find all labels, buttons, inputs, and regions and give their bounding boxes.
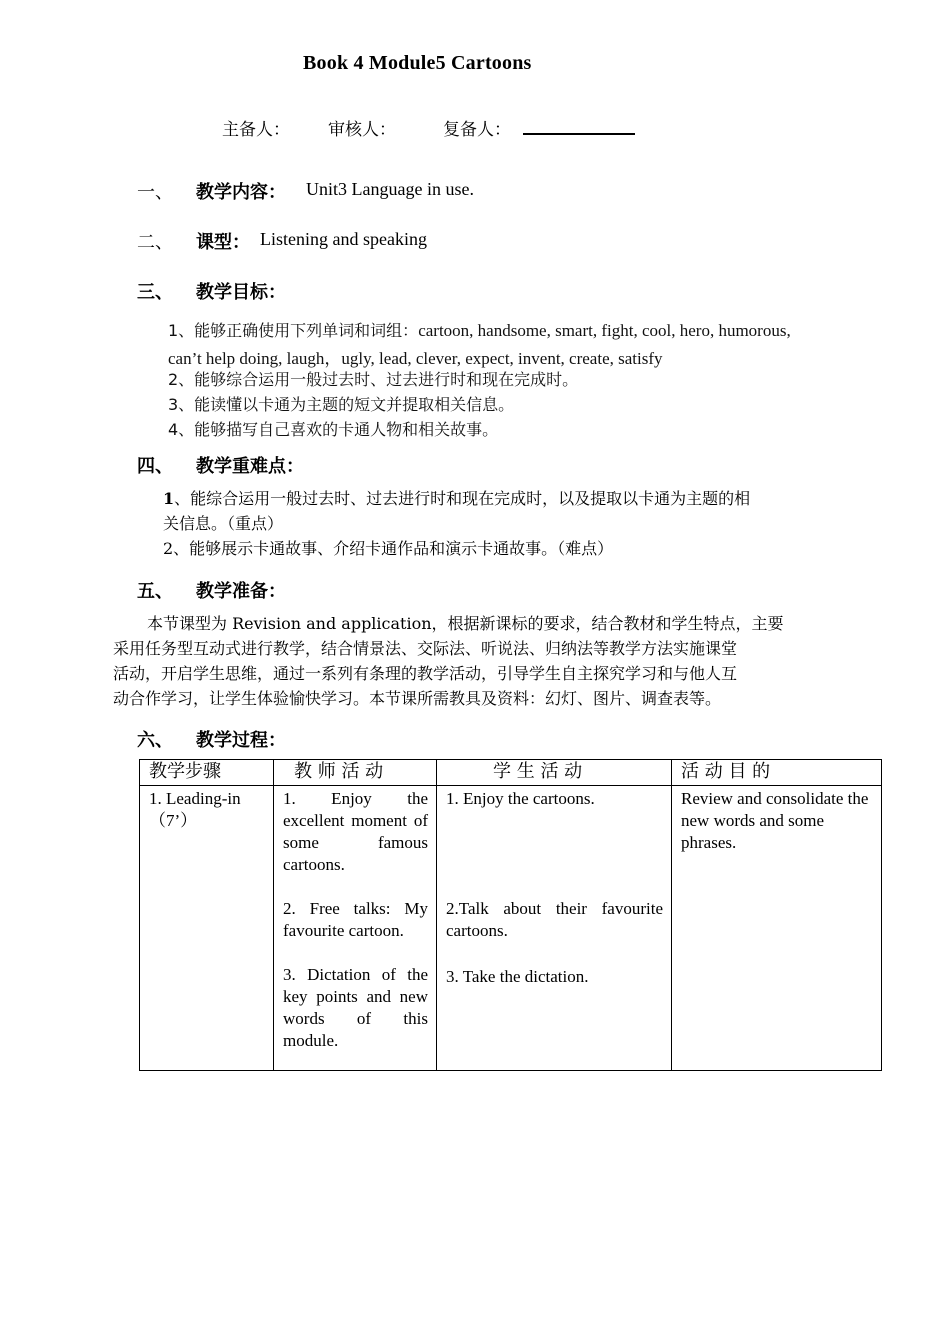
preparer-label: 主备人：	[222, 120, 290, 140]
teaching-process-table	[139, 759, 882, 1071]
cell-student	[437, 786, 672, 1071]
teacher-activity-2: 2. Free talks: My favourite cartoon.	[283, 899, 428, 940]
goal-3: 3、能读懂以卡通为主题的短文并提取相关信息。	[168, 395, 515, 414]
key-point-1	[163, 486, 750, 511]
key-point-1-cont: 关信息。（重点）	[163, 514, 284, 533]
step-duration: （7’）	[149, 811, 198, 830]
cell-step	[140, 786, 274, 1071]
section-5-heading: 教学准备：	[196, 581, 286, 602]
section-4-number: 四、	[137, 456, 173, 477]
section-4-heading: 教学重难点：	[196, 456, 304, 477]
section-3-heading: 教学目标：	[196, 282, 286, 303]
section-2-value: Listening and speaking	[260, 229, 427, 249]
header-purpose: 活 动 目 的	[672, 760, 882, 786]
preparation-line-1: 本节课型为 Revision and application，根据新课标的要求，结合教材和学生特点，主要	[147, 614, 784, 633]
preparation-line-4: 动合作学习，让学生体验愉快学习。本节课所需教具及资料：幻灯、图片、调查表等。	[113, 689, 722, 708]
section-2-heading: 课型：	[196, 232, 250, 253]
co-preparer-label: 复备人：	[443, 120, 511, 140]
activity-purpose: Review and consolidate the new words and some phrases.	[681, 789, 869, 852]
step-name: 1. Leading-in	[149, 789, 241, 808]
section-6-heading: 教学过程：	[196, 730, 286, 751]
goal-1-words-b: can’t help doing, laugh，ugly, lead, clever, expect, invent, create, satisfy	[168, 349, 663, 368]
goal-1-cont	[168, 344, 663, 369]
section-1-heading: 教学内容：	[196, 182, 286, 203]
teacher-activity-3: 3. Dictation of the key points and new words of this module.	[283, 965, 428, 1050]
goal-4: 4、能够描写自己喜欢的卡通人物和相关故事。	[168, 420, 499, 439]
cell-teacher	[274, 786, 437, 1071]
section-2-number: 二、	[137, 232, 173, 253]
cell-purpose	[672, 786, 882, 1071]
goal-1-prefix: 1、能够正确使用下列单词和词组：	[168, 321, 419, 340]
header-step: 教学步骤	[140, 760, 274, 786]
goal-1	[168, 318, 791, 341]
goal-2: 2、能够综合运用一般过去时、过去进行时和现在完成时。	[168, 370, 579, 389]
header-student: 学 生 活 动	[437, 760, 672, 786]
reviewer-label: 审核人：	[328, 120, 396, 140]
document-title: Book 4 Module5 Cartoons	[303, 52, 532, 74]
section-1-number: 一、	[137, 182, 173, 203]
key-point-1-text: 、能综合运用一般过去时、过去进行时和现在完成时，以及提取以卡通为主题的相	[174, 489, 751, 508]
section-1-value: Unit3 Language in use.	[306, 179, 474, 199]
goal-1-words-a: cartoon, handsome, smart, fight, cool, hero, humorous,	[418, 321, 791, 340]
section-6-number: 六、	[137, 730, 173, 751]
student-activity-1: 1. Enjoy the cartoons.	[446, 789, 595, 808]
key-point-1-number: 1	[163, 489, 175, 508]
co-preparer-blank	[523, 133, 635, 135]
preparation-line-3: 活动，开启学生思维，通过一系列有条理的教学活动，引导学生自主探究学习和与他人互	[113, 664, 738, 683]
table-header-row	[140, 760, 882, 786]
student-activity-3: 3. Take the dictation.	[446, 967, 589, 986]
header-teacher: 教 师 活 动	[274, 760, 437, 786]
teacher-activity-1: 1. Enjoy the excellent moment of some famous cartoons.	[283, 789, 428, 874]
section-5-number: 五、	[137, 581, 173, 602]
preparation-line-2: 采用任务型互动式进行教学，结合情景法、交际法、听说法、归纳法等教学方法实施课堂	[113, 639, 738, 658]
section-3-number: 三、	[137, 282, 173, 303]
student-activity-2: 2.Talk about their favourite cartoons.	[446, 899, 663, 940]
key-point-2: 2、能够展示卡通故事、介绍卡通作品和演示卡通故事。（难点）	[163, 539, 614, 558]
table-row	[140, 786, 882, 1071]
